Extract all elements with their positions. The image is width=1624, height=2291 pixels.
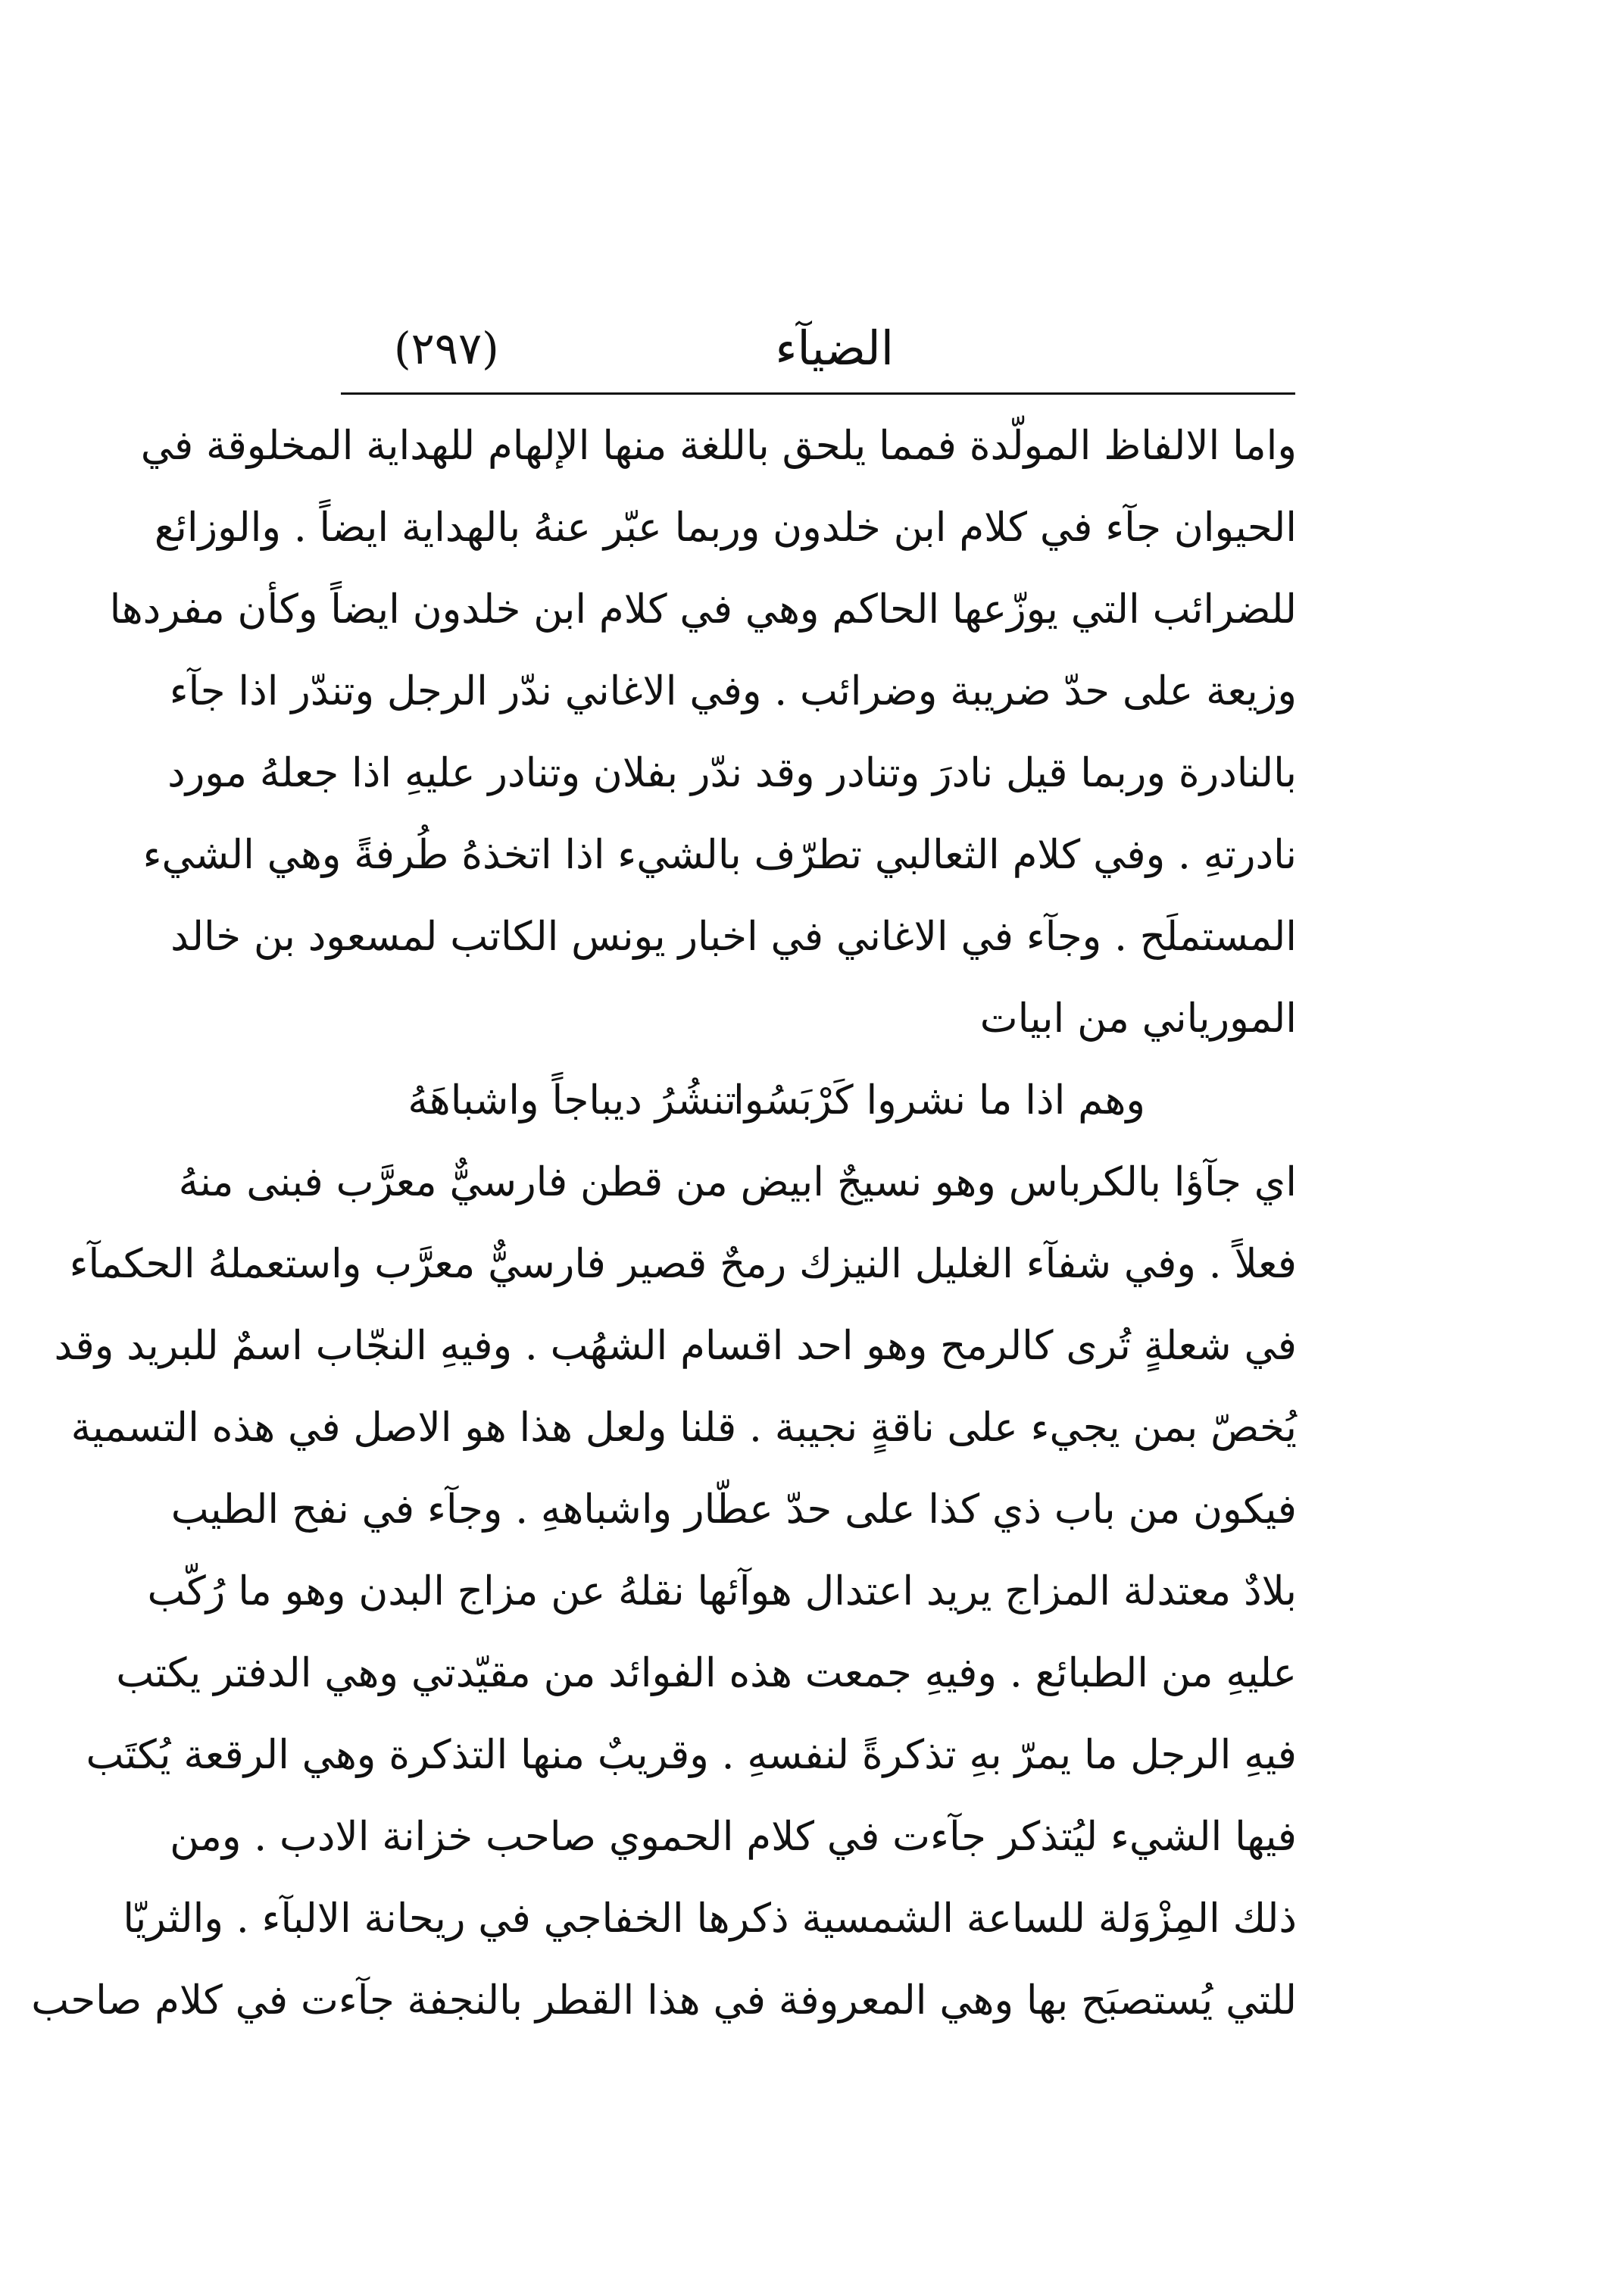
text-line: بلادٌ معتدلة المزاج يريد اعتدال هوآئها نقلهُ عن مزاج البدن وهو ما رُكّب <box>147 1568 1297 1614</box>
text-line: في شعلةٍ تُرى كالرمح وهو احد اقسام الشهُب . وفيهِ النجّاب اسمٌ للبريد وقد <box>54 1323 1297 1369</box>
header-rule <box>341 392 1295 395</box>
text-line: فيها الشيء ليُتذكر جآءت في كلام الحموي صاحب خزانة الادب . ومن <box>170 1814 1297 1860</box>
verse-first-hemistich: وهم اذا ما نشروا كَرْبَسُوا <box>732 1077 1145 1124</box>
text-line: فعلاً . وفي شفآء الغليل النيزك رمحٌ قصير فارسيٌّ معرَّب واستعملهُ الحكمآء <box>69 1241 1297 1287</box>
text-line: المستملَح . وجآء في الاغاني في اخبار يونس الكاتب لمسعود بن خالد <box>170 914 1297 960</box>
verse-second-hemistich: تنشُرُ ديباجاً واشباهَهُ <box>408 1077 736 1124</box>
text-line: واما الالفاظ المولّدة فمما يلحق باللغة منها الإلهام للهداية المخلوقة في <box>140 423 1297 469</box>
text-line: الحيوان جآء في كلام ابن خلدون وربما عبّر عنهُ بالهداية ايضاً . والوزائع <box>154 505 1297 551</box>
poetry-verse <box>341 1060 1297 1142</box>
page-header <box>394 311 1303 394</box>
text-line: بالنادرة وربما قيل نادرَ وتنادر وقد ندّر بفلان وتنادر عليهِ اذا جعلهُ مورد <box>167 750 1297 796</box>
text-line: للتي يُستصبَح بها وهي المعروفة في هذا القطر بالنجفة جآءت في كلام صاحب <box>31 1977 1297 2024</box>
text-line: نادرتهِ . وفي كلام الثعالبي تطرّف بالشيء اذا اتخذهُ طُرفةً وهي الشيء <box>142 832 1297 878</box>
text-line: يُخصّ بمن يجيء على ناقةٍ نجيبة . قلنا ولعل هذا هو الاصل في هذه التسمية <box>70 1405 1297 1451</box>
text-line: ذلك المِزْوَلة للساعة الشمسية ذكرها الخفاجي في ريحانة الالبآء . والثريّا <box>123 1896 1297 1942</box>
text-line: المورياني من ابيات <box>979 995 1297 1042</box>
text-line: وزيعة على حدّ ضريبة وضرائب . وفي الاغاني ندّر الرجل وتندّر اذا جآء <box>169 668 1297 714</box>
running-title: الضيآء <box>775 320 894 376</box>
text-line: فيهِ الرجل ما يمرّ بهِ تذكرةً لنفسهِ . وقريبٌ منها التذكرة وهي الرقعة يُكتَب <box>86 1732 1297 1778</box>
text-line: للضرائب التي يوزّعها الحاكم وهي في كلام ابن خلدون ايضاً وكأن مفردها <box>109 586 1297 633</box>
text-line: عليهِ من الطبائع . وفيهِ جمعت هذه الفوائد من مقيّدتي وهي الدفتر يكتب <box>116 1650 1297 1696</box>
text-line: فيكون من باب ذي كذا على حدّ عطّار واشباههِ . وجآء في نفح الطيب <box>170 1486 1297 1533</box>
body-text <box>31 405 1297 2042</box>
text-line: اي جآؤا بالكرباس وهو نسيجٌ ابيض من قطن فارسيٌّ معرَّب فبنى منهُ <box>178 1159 1297 1205</box>
page-number: (٢٩٧) <box>394 323 499 374</box>
